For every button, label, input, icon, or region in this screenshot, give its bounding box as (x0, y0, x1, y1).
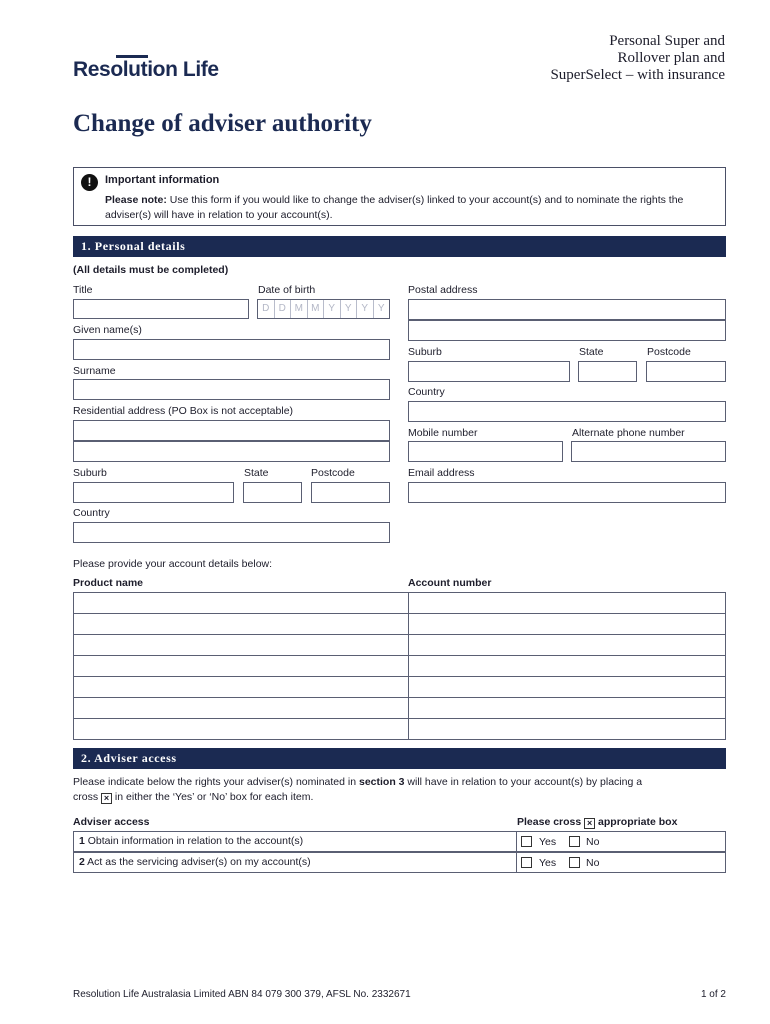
country-label: Country (73, 507, 110, 519)
product-name-cell[interactable] (74, 698, 409, 719)
title-input[interactable] (73, 299, 249, 319)
account-number-cell[interactable] (409, 677, 726, 698)
cross-header-pre: Please cross (517, 816, 585, 828)
state-label: State (244, 467, 269, 479)
dob-month-2[interactable]: M (308, 300, 325, 318)
alt-phone-input[interactable] (571, 441, 726, 462)
product-name-cell[interactable] (74, 635, 409, 656)
residential-address-label: Residential address (PO Box is not acceptable) (73, 405, 294, 417)
postal-address-line-2[interactable] (408, 320, 726, 341)
access-item-2-text (79, 856, 311, 868)
suburb-input[interactable] (73, 482, 234, 503)
account-number-header: Account number (408, 577, 492, 589)
intro-line2-post: in either the ‘Yes’ or ‘No’ box for each item. (112, 791, 314, 803)
all-details-note: (All details must be completed) (73, 264, 229, 276)
mobile-input[interactable] (408, 441, 563, 462)
postcode-label: Postcode (311, 467, 355, 479)
product-name-cell[interactable] (74, 656, 409, 677)
adviser-access-row-2 (73, 852, 726, 873)
product-name-cell[interactable] (74, 719, 409, 740)
account-number-cell[interactable] (409, 593, 726, 614)
info-note (105, 193, 715, 223)
postcode-input[interactable] (311, 482, 390, 503)
alt-phone-label: Alternate phone number (572, 427, 685, 439)
no-checkbox[interactable] (569, 836, 580, 847)
intro-pre: Please indicate below the rights your adviser(s) nominated in (73, 776, 359, 788)
dob-year-1[interactable]: Y (324, 300, 341, 318)
account-number-cell[interactable] (409, 656, 726, 677)
product-line-3: SuperSelect – with insurance (550, 67, 725, 83)
adviser-access-intro-line-2 (73, 791, 313, 804)
no-checkbox[interactable] (569, 857, 580, 868)
access-item-label: Act as the servicing adviser(s) on my account(s) (84, 856, 311, 868)
resolution-life-logo (73, 58, 219, 82)
given-names-input[interactable] (73, 339, 390, 360)
intro-section-ref: section 3 (358, 776, 405, 788)
table-row (74, 656, 726, 677)
account-number-cell[interactable] (409, 635, 726, 656)
table-row (74, 593, 726, 614)
dob-day-2[interactable]: D (275, 300, 292, 318)
postal-country-label: Country (408, 386, 445, 398)
access-item-1-text (79, 835, 303, 847)
section-1-title: 1. Personal details (81, 239, 186, 253)
dob-year-3[interactable]: Y (357, 300, 374, 318)
access-item-number: 2 (79, 856, 85, 868)
postal-address-label: Postal address (408, 284, 478, 296)
dob-input[interactable] (257, 299, 390, 319)
logo-text: Resolution Life (73, 58, 219, 81)
table-row (74, 635, 726, 656)
yes-checkbox[interactable] (521, 836, 532, 847)
section-1-bar (73, 236, 726, 257)
product-name-header: Product name (73, 577, 144, 589)
dob-year-4[interactable]: Y (377, 303, 385, 314)
adviser-access-row-1 (73, 831, 726, 852)
surname-input[interactable] (73, 379, 390, 400)
column-divider (516, 853, 517, 872)
dob-year-2[interactable]: Y (341, 300, 358, 318)
product-line-2: Rollover plan and (617, 50, 725, 66)
logo-accent-bar (116, 55, 148, 58)
table-row (74, 677, 726, 698)
postal-postcode-label: Postcode (647, 346, 691, 358)
dob-month-1[interactable]: M (291, 300, 308, 318)
footer-company: Resolution Life Australasia Limited ABN 84 079 300 379, AFSL No. 2332671 (73, 989, 411, 1000)
cross-box-icon: × (101, 793, 112, 804)
cross-box-icon: × (584, 818, 595, 829)
yes-checkbox[interactable] (521, 857, 532, 868)
cross-header-post: appropriate box (595, 816, 678, 828)
section-2-bar (73, 748, 726, 769)
table-row (74, 698, 726, 719)
exclamation-icon: ! (81, 174, 98, 191)
account-number-cell[interactable] (409, 698, 726, 719)
email-input[interactable] (408, 482, 726, 503)
info-note-label: Please note: (105, 194, 167, 206)
product-name-cell[interactable] (74, 593, 409, 614)
cross-box-header (517, 816, 677, 829)
account-prompt: Please provide your account details below: (73, 558, 273, 570)
dob-day-1[interactable]: D (258, 300, 275, 318)
accounts-table (73, 592, 726, 740)
suburb-label: Suburb (73, 467, 107, 479)
email-label: Email address (408, 467, 475, 479)
product-line-1: Personal Super and (609, 33, 725, 49)
product-name-block (550, 33, 725, 84)
adviser-access-intro-line-1 (73, 776, 642, 788)
section-2-title: 2. Adviser access (81, 751, 177, 765)
table-row (74, 614, 726, 635)
surname-label: Surname (73, 365, 116, 377)
given-names-label: Given name(s) (73, 324, 142, 336)
postal-postcode-input[interactable] (646, 361, 726, 382)
title-label: Title (73, 284, 93, 296)
mobile-label: Mobile number (408, 427, 478, 439)
postal-suburb-label: Suburb (408, 346, 442, 358)
yes-label: Yes (539, 857, 557, 869)
intro-post: will have in relation to your account(s) by placing a (404, 776, 643, 788)
state-input[interactable] (243, 482, 302, 503)
info-heading: Important information (105, 174, 220, 186)
product-name-cell[interactable] (74, 614, 409, 635)
postal-state-label: State (579, 346, 604, 358)
column-divider (516, 832, 517, 851)
access-item-label: Obtain information in relation to the account(s) (84, 835, 304, 847)
yes-label: Yes (539, 836, 557, 848)
page-title: Change of adviser authority (73, 110, 372, 137)
country-input[interactable] (73, 522, 390, 543)
access-item-number: 1 (79, 835, 85, 847)
no-label: No (586, 836, 600, 848)
info-note-text: Use this form if you would like to change the adviser(s) linked to your account(s) and to nominate the rights the adviser(s) will have in relation to your account(s). (105, 194, 684, 221)
postal-suburb-input[interactable] (408, 361, 570, 382)
residential-address-line-1[interactable] (73, 420, 390, 441)
adviser-access-header: Adviser access (73, 816, 150, 828)
postal-country-input[interactable] (408, 401, 726, 422)
postal-address-line-1[interactable] (408, 299, 726, 320)
residential-address-line-2[interactable] (73, 441, 390, 462)
table-row (74, 719, 726, 740)
postal-state-input[interactable] (578, 361, 637, 382)
product-name-cell[interactable] (74, 677, 409, 698)
no-label: No (586, 857, 600, 869)
intro-line2-pre: cross (73, 791, 102, 803)
dob-label: Date of birth (258, 284, 316, 296)
page-number: 1 of 2 (700, 989, 726, 1000)
account-number-cell[interactable] (409, 719, 726, 740)
account-number-cell[interactable] (409, 614, 726, 635)
